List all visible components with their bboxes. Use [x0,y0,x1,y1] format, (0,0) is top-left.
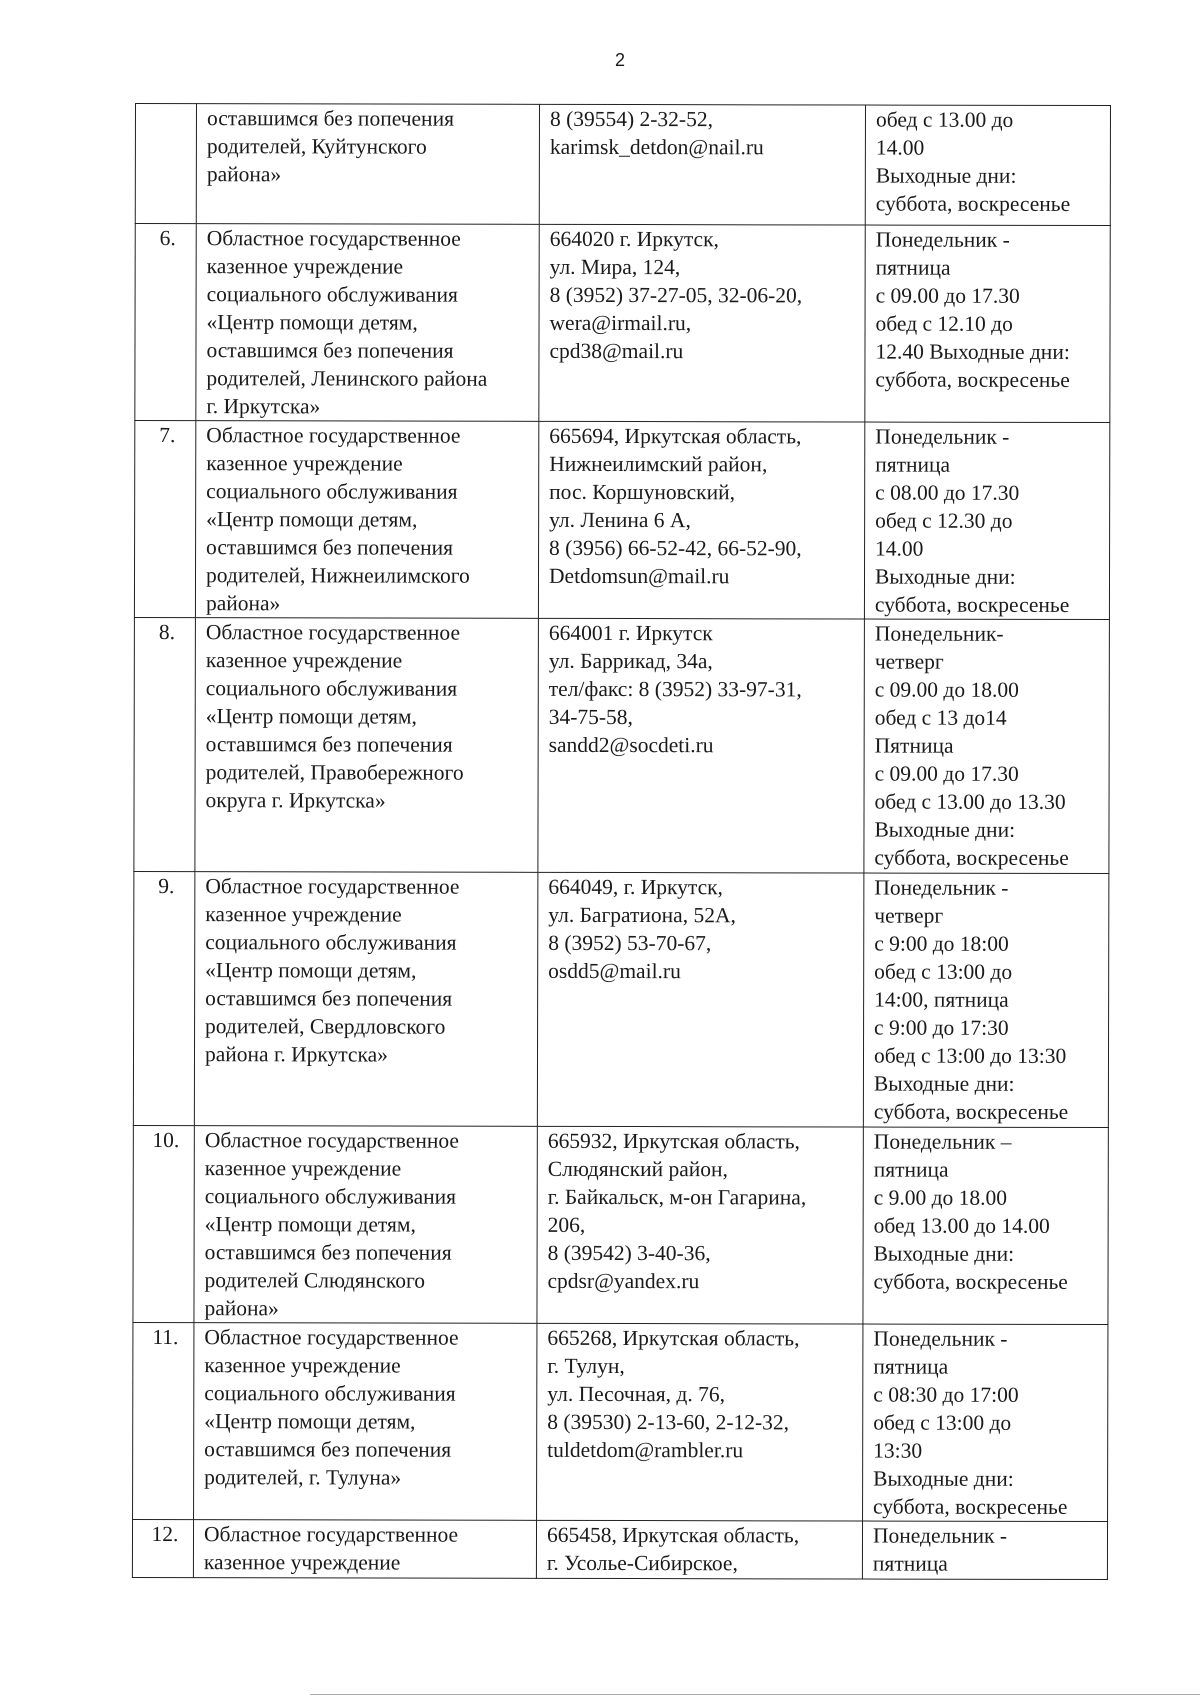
table-row [135,104,1110,226]
row-number: 6. [135,224,196,421]
institution-contacts: 665268, Иркутская область, г. Тулун, ул. Песочная, д. 76, 8 (39530) 2-13-60, 2-12-32, tuldetdom@rambler.ru [537,1323,863,1521]
table-row [133,1125,1108,1324]
page-number: 2 [614,50,625,70]
institution-name: Областное государственное казенное учреждение социального обслуживания «Центр помощи детям, оставшимся без попечения родителей, Нижнеилимского района» [195,421,538,619]
institution-contacts: 664020 г. Иркутск, ул. Мира, 124, 8 (3952) 37-27-05, 32-06-20, wera@irmail.ru, cpd38@mail.ru [539,224,865,422]
institution-contacts: 665458, Иркутская область, г. Усолье-Сибирское, [536,1520,862,1579]
institution-name: Областное государственное казенное учреждение социального обслуживания «Центр помощи детям, оставшимся без попечения родителей, Правобережного округа г. Иркутска» [195,618,539,873]
working-hours: Понедельник- четверг с 09.00 до 18.00 обед с 13 до14 Пятница с 09.00 до 17.30 обед с 13.00 до 13.30 Выходные дни: суббота, воскресенье [864,619,1110,874]
table-row [133,1322,1108,1521]
institution-name: Областное государственное казенное учреждение [193,1520,536,1579]
working-hours: Понедельник - пятница с 08:30 до 17:00 обед с 13:00 до 13:30 Выходные дни: суббота, воскресенье [863,1324,1108,1522]
row-number: 11. [133,1322,194,1519]
institutions-table [132,103,1111,1580]
row-number: 8. [134,617,196,871]
table-row [133,871,1109,1127]
working-hours: Понедельник – пятница с 9.00 до 18.00 обед 13.00 до 14.00 Выходные дни: суббота, воскресенье [863,1127,1108,1325]
table-row [134,421,1109,620]
scan-edge-line [310,1694,1200,1695]
institution-contacts: 8 (39554) 2-32-52, karimsk_detdon@nail.ru [539,104,865,225]
institution-name: оставшимся без попечения родителей, Куйтунского района» [196,104,539,225]
institution-name: Областное государственное казенное учреждение социального обслуживания «Центр помощи детям, оставшимся без попечения родителей, г. Тулуна» [194,1323,537,1521]
row-number [135,104,196,224]
working-hours: Понедельник - пятница с 09.00 до 17.30 обед с 12.10 до 12.40 Выходные дни: суббота, воскресенье [865,225,1110,423]
table-row [132,1519,1107,1579]
institution-name: Областное государственное казенное учреждение социального обслуживания «Центр помощи детям, оставшимся без попечения родителей, Свердловского района г. Иркутска» [194,872,538,1127]
table-row [135,224,1110,423]
table-row [134,617,1110,873]
row-number: 10. [133,1125,194,1322]
row-number: 7. [134,421,195,618]
institution-contacts: 665694, Иркутская область, Нижнеилимский район, пос. Коршуновский, ул. Ленина 6 А, 8 (3956) 66-52-42, 66-52-90, Detdomsun@mail.ru [538,421,864,619]
institution-contacts: 664049, г. Иркутск, ул. Багратиона, 52А, 8 (3952) 53-70-67, osdd5@mail.ru [537,872,864,1127]
row-number: 12. [132,1519,193,1577]
working-hours: Понедельник - четверг с 9:00 до 18:00 обед с 13:00 до 14:00, пятница с 9:00 до 17:30 обед с 13:00 до 13:30 Выходные дни: суббота, воскресенье [863,873,1109,1128]
institution-name: Областное государственное казенное учреждение социального обслуживания «Центр помощи детям, оставшимся без попечения родителей Слюдянского района» [194,1126,537,1324]
institution-name: Областное государственное казенное учреждение социального обслуживания «Центр помощи детям, оставшимся без попечения родителей, Ленинского района г. Иркутска» [196,224,539,422]
working-hours: обед с 13.00 до 14.00 Выходные дни: суббота, воскресенье [865,105,1110,226]
institution-contacts: 665932, Иркутская область, Слюдянский район, г. Байкальск, м-он Гагарина, 206, 8 (39542) 3-40-36, cpdsr@yandex.ru [537,1126,863,1324]
institution-contacts: 664001 г. Иркутск ул. Баррикад, 34а, тел/факс: 8 (3952) 33-97-31, 34-75-58, sandd2@socdeti.ru [538,618,865,873]
working-hours: Понедельник - пятница [862,1521,1107,1580]
row-number: 9. [133,871,195,1125]
working-hours: Понедельник - пятница с 08.00 до 17.30 обед с 12.30 до 14.00 Выходные дни: суббота, воскресенье [864,422,1109,620]
